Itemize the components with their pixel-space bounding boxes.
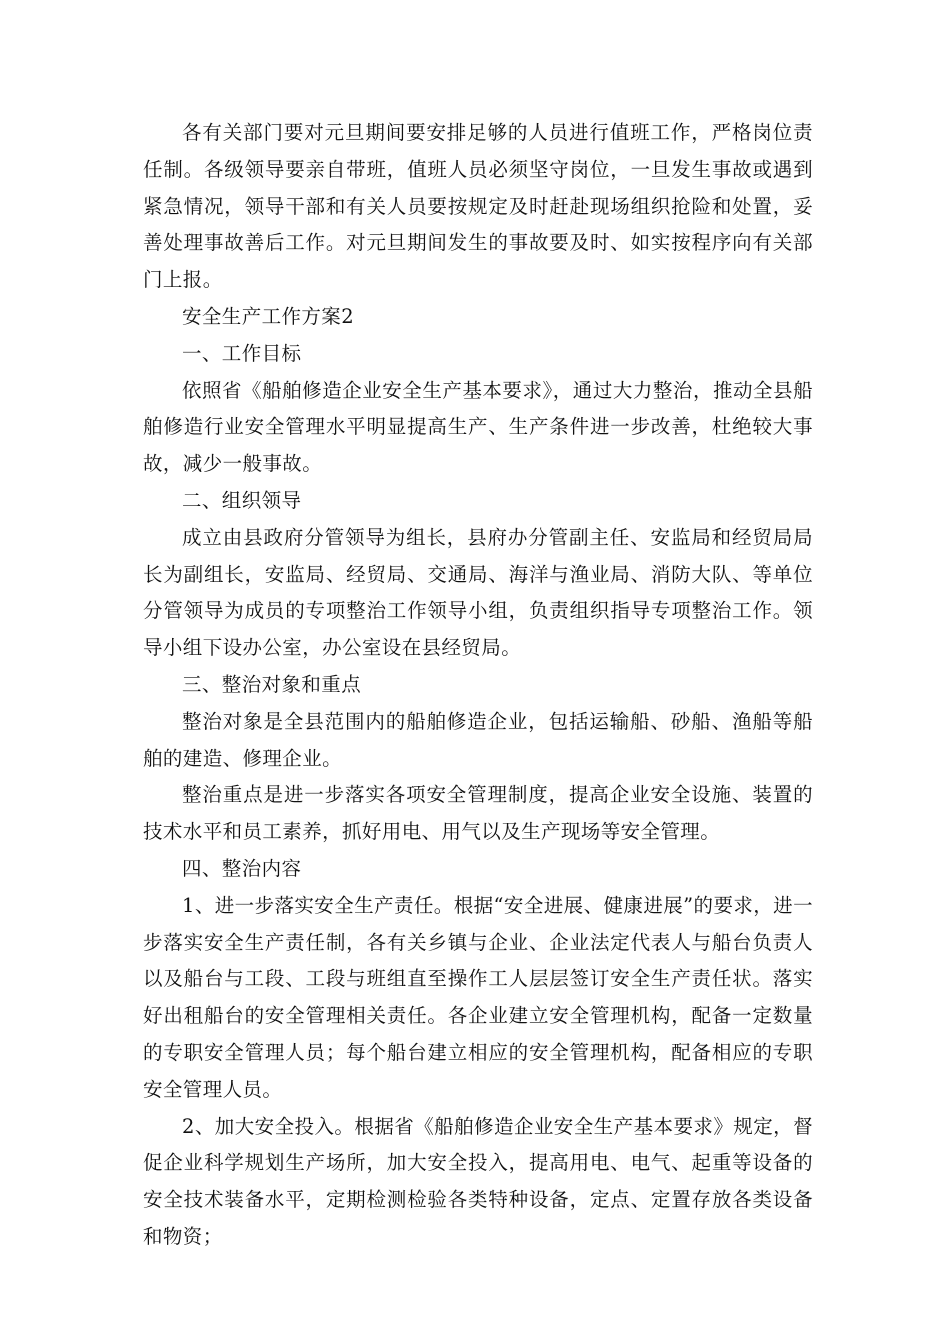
heading-targets-focus: 三、整治对象和重点	[182, 672, 362, 696]
heading-content: 四、整治内容	[182, 856, 302, 880]
section-title-plan-2: 安全生产工作方案2	[182, 304, 355, 328]
heading-work-goals: 一、工作目标	[182, 341, 302, 365]
paragraph-work-goals: 依照省《船舶修造企业安全生产基本要求》，通过大力整治，推动全县船舶修造行业安全管理水平明显提高生产、生产条件进一步改善，杜绝较大事故，减少一般事故。	[143, 378, 813, 476]
document-body	[143, 115, 813, 1256]
paragraph-item-2: 2、加大安全投入。根据省《船舶修造企业安全生产基本要求》规定，督促企业科学规划生产场所，加大安全投入，提高用电、电气、起重等设备的安全技术装备水平，定期检测检验各类特种设备，定点、定置存放各类设备和物资；	[143, 1114, 813, 1248]
paragraph-duty-arrangement: 各有关部门要对元旦期间要安排足够的人员进行值班工作，严格岗位责任制。各级领导要亲自带班，值班人员必须坚守岗位，一旦发生事故或遇到紧急情况，领导干部和有关人员要按规定及时赶赴现场组织抢险和处置，妥善处理事故善后工作。对元旦期间发生的事故要及时、如实按程序向有关部门上报。	[143, 121, 813, 292]
paragraph-organization: 成立由县政府分管领导为组长，县府办分管副主任、安监局和经贸局局长为副组长，安监局、经贸局、交通局、海洋与渔业局、消防大队、等单位分管领导为成员的专项整治工作领导小组，负责组织指导专项整治工作。领导小组下设办公室，办公室设在县经贸局。	[143, 525, 813, 660]
paragraph-item-1: 1、进一步落实安全生产责任。根据“安全进展、健康进展”的要求，进一步落实安全生产责任制，各有关乡镇与企业、企业法定代表人与船台负责人以及船台与工段、工段与班组直至操作工人层层签订安全生产责任状。落实好出租船台的安全管理相关责任。各企业建立安全管理机构，配备一定数量的专职安全管理人员；每个船台建立相应的安全管理机构，配备相应的专职安全管理人员。	[143, 893, 813, 1101]
paragraph-focus: 整治重点是进一步落实各项安全管理制度，提高企业安全设施、装置的技术水平和员工素养，抓好用电、用气以及生产现场等安全管理。	[143, 783, 813, 844]
paragraph-targets: 整治对象是全县范围内的船舶修造企业，包括运输船、砂船、渔船等船舶的建造、修理企业。	[143, 709, 813, 770]
heading-organization: 二、组织领导	[182, 488, 302, 512]
